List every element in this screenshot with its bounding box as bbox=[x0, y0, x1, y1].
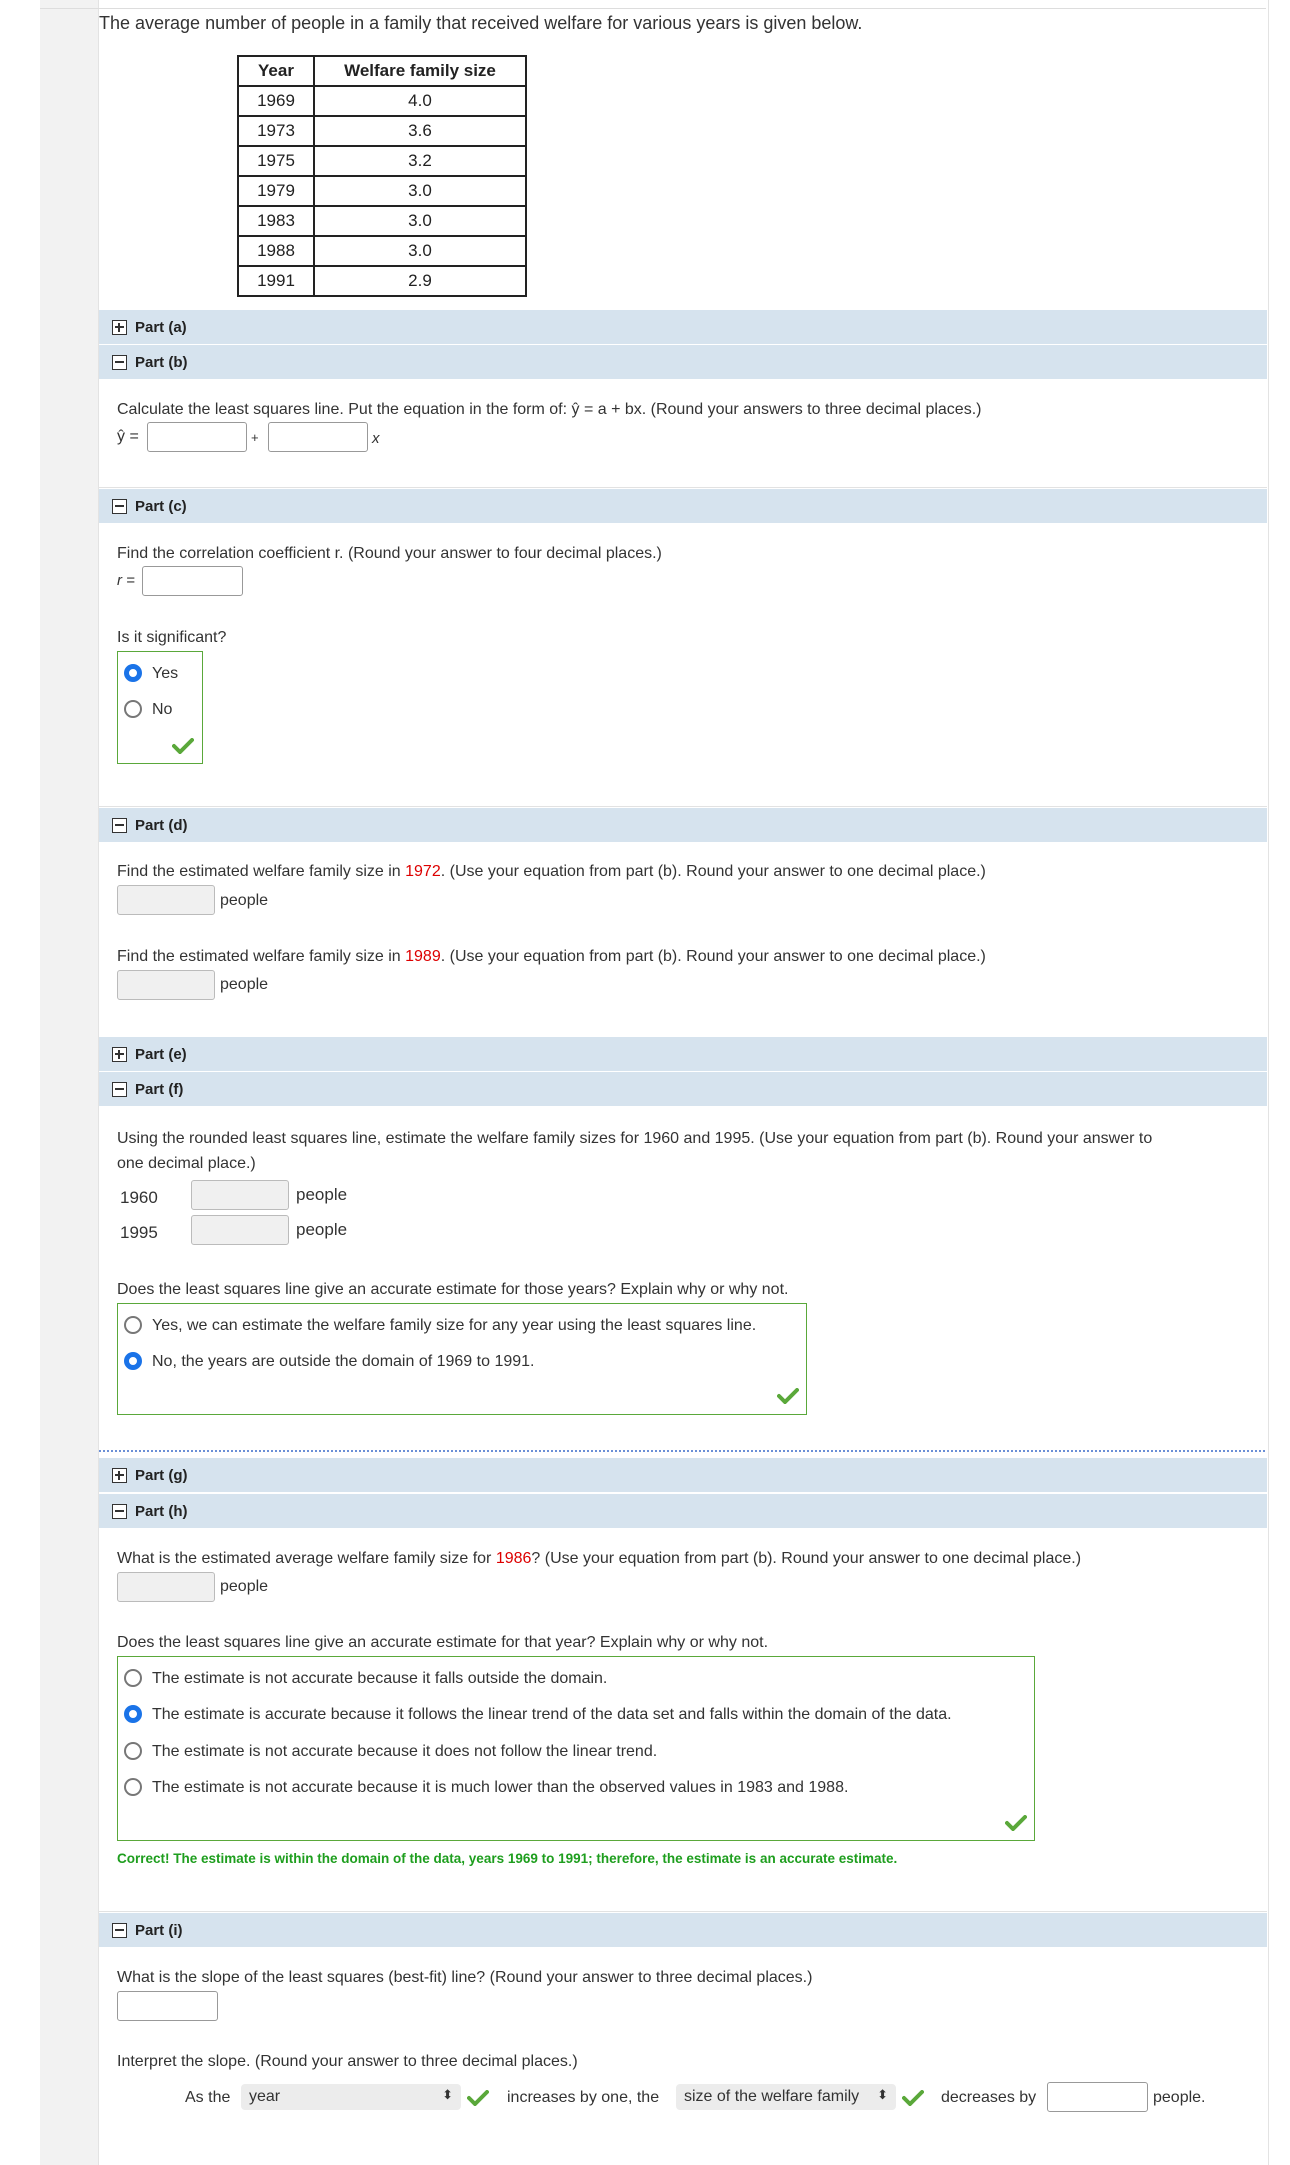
part-d-question-1 bbox=[117, 863, 986, 881]
part-b-prompt: Calculate the least squares line. Put the equation in the form of: ŷ = a + bx. (Round your answers to three decimal places.) bbox=[117, 401, 982, 418]
table-cell: 3.0 bbox=[314, 176, 526, 206]
table-cell: 3.0 bbox=[314, 236, 526, 266]
slope-question: What is the slope of the least squares (best-fit) line? (Round your answer to three decimal places.) bbox=[117, 1969, 813, 1986]
part-label: Part (b) bbox=[135, 353, 188, 371]
table-cell: 1973 bbox=[238, 116, 314, 146]
table-row bbox=[238, 116, 526, 146]
decrease-amount-input[interactable] bbox=[1047, 2082, 1148, 2112]
variable-select-2[interactable] bbox=[676, 2084, 896, 2110]
estimate-1960-input[interactable] bbox=[191, 1180, 289, 1210]
expand-icon[interactable] bbox=[112, 320, 127, 335]
table-row bbox=[238, 146, 526, 176]
unit-people: people bbox=[220, 976, 269, 993]
part-label: Part (g) bbox=[135, 1466, 188, 1484]
x-variable: x bbox=[372, 430, 380, 447]
table-row bbox=[238, 206, 526, 236]
part-i-header[interactable] bbox=[99, 1913, 1267, 1947]
correlation-input[interactable] bbox=[142, 566, 243, 596]
unit-people: people bbox=[220, 892, 269, 909]
check-icon bbox=[1005, 1815, 1027, 1831]
unit-people: people bbox=[296, 1220, 348, 1239]
variable-select-1[interactable] bbox=[241, 2084, 461, 2110]
question-text: What is the estimated average welfare family size for bbox=[117, 1550, 496, 1567]
unit-people: people bbox=[296, 1185, 348, 1204]
question-text: Find the estimated welfare family size in bbox=[117, 948, 406, 965]
option-no: No bbox=[152, 701, 173, 718]
radio-option[interactable] bbox=[124, 1778, 142, 1796]
estimate-1995-input[interactable] bbox=[191, 1215, 289, 1245]
data-table bbox=[237, 55, 527, 297]
table-cell: 2.9 bbox=[314, 266, 526, 296]
divider bbox=[99, 487, 1267, 488]
collapse-icon[interactable] bbox=[112, 1082, 127, 1097]
part-f-accuracy-question: Does the least squares line give an accurate estimate for those years? Explain why or why not. bbox=[117, 1281, 789, 1298]
collapse-icon[interactable] bbox=[112, 1923, 127, 1938]
table-cell: 3.2 bbox=[314, 146, 526, 176]
table-cell: 3.0 bbox=[314, 206, 526, 236]
highlight-year: 1972 bbox=[405, 863, 441, 880]
table-row bbox=[238, 266, 526, 296]
as-the-text: As the bbox=[185, 2089, 231, 2106]
check-icon bbox=[467, 2090, 489, 2106]
part-c-prompt: Find the correlation coefficient r. (Round your answer to four decimal places.) bbox=[117, 545, 662, 562]
part-label: Part (c) bbox=[135, 497, 187, 515]
table-row bbox=[238, 236, 526, 266]
table-cell: 1983 bbox=[238, 206, 314, 236]
select-value: year bbox=[249, 2088, 281, 2105]
question-text: . (Use your equation from part (b). Round your answer to one decimal place.) bbox=[440, 948, 986, 965]
part-d-header[interactable] bbox=[99, 808, 1267, 842]
expand-icon[interactable] bbox=[112, 1047, 127, 1062]
part-label: Part (d) bbox=[135, 816, 188, 834]
significance-question: Is it significant? bbox=[117, 629, 227, 646]
table-cell: 4.0 bbox=[314, 86, 526, 116]
correct-feedback: Correct! The estimate is within the domain of the data, years 1969 to 1991; therefore, the estimate is an accurate estimate. bbox=[117, 1851, 898, 1866]
table-header-row bbox=[238, 56, 526, 86]
intro-text: The average number of people in a family that received welfare for various years is given below. bbox=[99, 13, 863, 33]
table-cell: 3.6 bbox=[314, 116, 526, 146]
radio-yes[interactable] bbox=[124, 664, 142, 682]
radio-option[interactable] bbox=[124, 1316, 142, 1334]
collapse-icon[interactable] bbox=[112, 355, 127, 370]
part-b-header[interactable] bbox=[99, 345, 1267, 379]
interpret-question: Interpret the slope. (Round your answer to three decimal places.) bbox=[117, 2053, 578, 2070]
estimate-1989-input[interactable] bbox=[117, 970, 215, 1000]
part-g-header[interactable] bbox=[99, 1458, 1267, 1492]
check-icon bbox=[172, 738, 194, 754]
part-label: Part (a) bbox=[135, 318, 187, 336]
highlight-year: 1986 bbox=[495, 1550, 532, 1567]
part-h-question bbox=[117, 1550, 1081, 1568]
option-text: No, the years are outside the domain of 1969 to 1991. bbox=[152, 1353, 535, 1370]
part-a-header[interactable] bbox=[99, 310, 1267, 344]
slope-input[interactable] bbox=[268, 422, 368, 452]
collapse-icon[interactable] bbox=[112, 1504, 127, 1519]
part-d-question-2 bbox=[117, 948, 986, 966]
radio-option-selected[interactable] bbox=[124, 1352, 142, 1370]
part-label: Part (f) bbox=[135, 1080, 184, 1098]
decreases-text: decreases by bbox=[941, 2089, 1037, 2106]
top-divider bbox=[40, 8, 1266, 9]
question-text: ? (Use your equation from part (b). Round your answer to one decimal place.) bbox=[531, 1550, 1082, 1567]
part-h-header[interactable] bbox=[99, 1494, 1267, 1528]
chevron-updown-icon: ⬍ bbox=[442, 2087, 453, 2102]
r-label: r = bbox=[117, 572, 135, 589]
part-h-accuracy-question: Does the least squares line give an accurate estimate for that year? Explain why or why not. bbox=[117, 1634, 769, 1651]
estimate-1972-input[interactable] bbox=[117, 885, 215, 915]
option-text: The estimate is accurate because it follows the linear trend of the data set and falls within the domain of the data. bbox=[152, 1706, 952, 1723]
question-text: Find the estimated welfare family size in bbox=[117, 863, 406, 880]
select-value: size of the welfare family bbox=[684, 2088, 860, 2105]
slope-answer-input[interactable] bbox=[117, 1991, 218, 2021]
question-text: . (Use your equation from part (b). Round your answer to one decimal place.) bbox=[440, 863, 986, 880]
part-f-prompt-line-1: Using the rounded least squares line, estimate the welfare family sizes for 1960 and 1995. (Use your equation from part (b). Round your answer to bbox=[117, 1130, 1153, 1147]
check-icon bbox=[902, 2090, 924, 2106]
intercept-input[interactable] bbox=[147, 422, 247, 452]
part-label: Part (i) bbox=[135, 1921, 183, 1939]
radio-option[interactable] bbox=[124, 1669, 142, 1687]
table-cell: 1991 bbox=[238, 266, 314, 296]
unit-people: people bbox=[220, 1578, 269, 1595]
option-yes: Yes bbox=[152, 665, 179, 682]
part-label: Part (h) bbox=[135, 1502, 188, 1520]
part-label: Part (e) bbox=[135, 1045, 187, 1063]
option-text: Yes, we can estimate the welfare family size for any year using the least squares line. bbox=[152, 1317, 757, 1334]
chevron-updown-icon: ⬍ bbox=[877, 2087, 888, 2102]
divider bbox=[99, 806, 1267, 807]
radio-option-selected[interactable] bbox=[124, 1705, 142, 1723]
highlight-year: 1989 bbox=[405, 948, 441, 965]
estimate-1986-input[interactable] bbox=[117, 1572, 215, 1602]
section-divider bbox=[99, 1450, 1265, 1452]
option-text: The estimate is not accurate because it does not follow the linear trend. bbox=[152, 1743, 658, 1760]
part-f-prompt-line-2: one decimal place.) bbox=[117, 1155, 256, 1172]
table-cell: 1979 bbox=[238, 176, 314, 206]
part-f-header[interactable] bbox=[99, 1072, 1267, 1106]
option-text: The estimate is not accurate because it is much lower than the observed values in 1983 and 1988. bbox=[152, 1779, 849, 1796]
part-c-header[interactable] bbox=[99, 489, 1267, 523]
people-text: people. bbox=[1153, 2089, 1206, 2106]
table-cell: 1975 bbox=[238, 146, 314, 176]
increases-text: increases by one, the bbox=[507, 2089, 660, 2106]
option-text: The estimate is not accurate because it falls outside the domain. bbox=[152, 1670, 608, 1687]
table-cell: 1969 bbox=[238, 86, 314, 116]
plus-sign: + bbox=[251, 430, 259, 445]
radio-no[interactable] bbox=[124, 700, 142, 718]
divider bbox=[99, 1911, 1267, 1912]
table-row bbox=[238, 176, 526, 206]
collapse-icon[interactable] bbox=[112, 818, 127, 833]
table-cell: 1988 bbox=[238, 236, 314, 266]
year-1995-label: 1995 bbox=[120, 1223, 158, 1242]
part-e-header[interactable] bbox=[99, 1037, 1267, 1071]
check-icon bbox=[777, 1388, 799, 1404]
expand-icon[interactable] bbox=[112, 1468, 127, 1483]
table-row bbox=[238, 86, 526, 116]
year-1960-label: 1960 bbox=[120, 1188, 158, 1207]
table-header: Year bbox=[238, 56, 314, 86]
yhat-label: ŷ = bbox=[117, 428, 139, 445]
table-header: Welfare family size bbox=[314, 56, 526, 86]
collapse-icon[interactable] bbox=[112, 499, 127, 514]
radio-option[interactable] bbox=[124, 1742, 142, 1760]
